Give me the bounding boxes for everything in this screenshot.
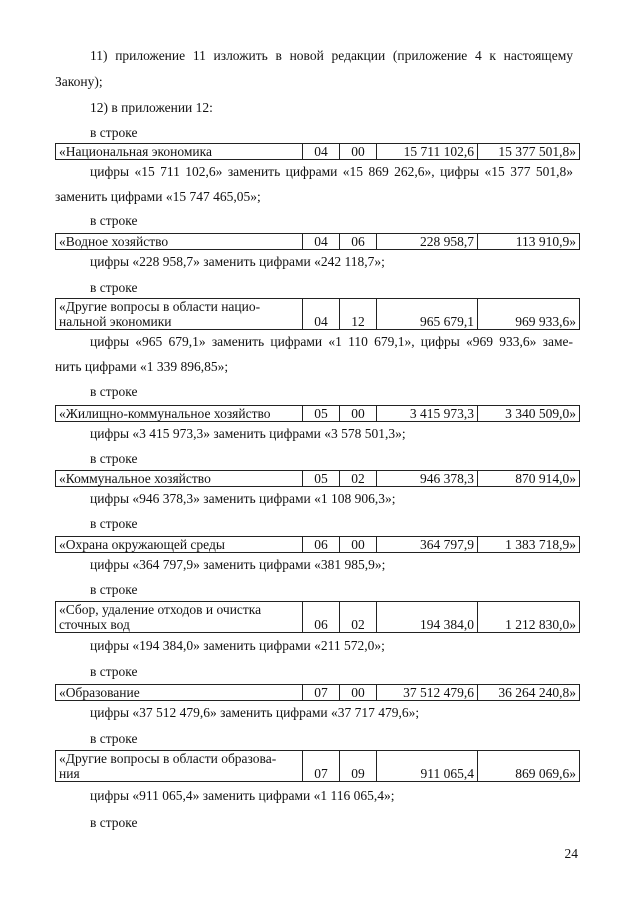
row-subsection: 09 — [340, 751, 377, 782]
replacement-text-cont: заменить цифрами «15 747 465,05»; — [55, 189, 261, 204]
row-section: 06 — [303, 537, 340, 553]
item-12: 12) в приложении 12: — [90, 100, 213, 115]
table-row — [55, 143, 580, 160]
replacement-text-cont: нить цифрами «1 339 896,85»; — [55, 359, 229, 374]
table-row — [55, 405, 580, 422]
row-name-line-1: «Другие вопросы в области нацио- — [59, 299, 261, 314]
replacement-text: цифры «15 711 102,6» заменить цифрами «15 869 262,6», цифры «15 377 501,8» — [90, 164, 573, 179]
row-subsection: 06 — [340, 234, 377, 250]
row-section: 07 — [303, 751, 340, 782]
row-value-2: 869 069,6» — [478, 751, 580, 782]
row-value-2: 870 914,0» — [478, 471, 580, 487]
replacement-text: цифры «946 378,3» заменить цифрами «1 108 906,3»; — [90, 491, 396, 506]
item-11-line-1: 11) приложение 11 изложить в новой редакции (приложение 4 к настоящему — [90, 48, 573, 63]
replacement-text: цифры «37 512 479,6» заменить цифрами «37 717 479,6»; — [90, 705, 420, 720]
row-name-line-1: «Другие вопросы в области образова- — [59, 751, 277, 766]
row-value-1: 194 384,0 — [377, 602, 478, 633]
row-value-1: 911 065,4 — [377, 751, 478, 782]
row-name-line-2: ния — [59, 766, 80, 781]
row-value-1: 228 958,7 — [377, 234, 478, 250]
row-section: 04 — [303, 234, 340, 250]
row-value-1: 364 797,9 — [377, 537, 478, 553]
row-value-1: 3 415 973,3 — [377, 406, 478, 422]
row-name — [56, 751, 303, 782]
table-row — [55, 601, 580, 633]
table-row — [55, 233, 580, 250]
row-value-2: 1 212 830,0» — [478, 602, 580, 633]
row-name: «Национальная экономика — [56, 144, 303, 160]
table-row — [55, 536, 580, 553]
v-stroke-label: в строке — [90, 213, 138, 228]
row-subsection: 02 — [340, 471, 377, 487]
page-number: 24 — [564, 846, 578, 861]
row-section: 06 — [303, 602, 340, 633]
row-value-2: 113 910,9» — [478, 234, 580, 250]
row-section: 07 — [303, 685, 340, 701]
v-stroke-label: в строке — [90, 384, 138, 399]
table-row — [55, 684, 580, 701]
row-value-2: 3 340 509,0» — [478, 406, 580, 422]
replacement-text: цифры «965 679,1» заменить цифрами «1 110 679,1», цифры «969 933,6» заме- — [90, 334, 573, 349]
replacement-text: цифры «3 415 973,3» заменить цифрами «3 578 501,3»; — [90, 426, 406, 441]
row-name-line-2: сточных вод — [59, 617, 130, 632]
row-section: 04 — [303, 144, 340, 160]
row-subsection: 00 — [340, 144, 377, 160]
row-name: «Водное хозяйство — [56, 234, 303, 250]
table-row — [55, 470, 580, 487]
row-section: 05 — [303, 406, 340, 422]
v-stroke-label: в строке — [90, 731, 138, 746]
row-section: 05 — [303, 471, 340, 487]
v-stroke-label: в строке — [90, 125, 138, 140]
row-subsection: 12 — [340, 299, 377, 330]
v-stroke-label: в строке — [90, 815, 138, 830]
row-value-1: 15 711 102,6 — [377, 144, 478, 160]
replacement-text: цифры «194 384,0» заменить цифрами «211 572,0»; — [90, 638, 385, 653]
row-section: 04 — [303, 299, 340, 330]
v-stroke-label: в строке — [90, 451, 138, 466]
row-name — [56, 602, 303, 633]
v-stroke-label: в строке — [90, 516, 138, 531]
row-subsection: 00 — [340, 537, 377, 553]
replacement-text: цифры «228 958,7» заменить цифрами «242 118,7»; — [90, 254, 385, 269]
v-stroke-label: в строке — [90, 664, 138, 679]
row-name-line-1: «Сбор, удаление отходов и очистка — [59, 602, 262, 617]
table-row — [55, 298, 580, 330]
row-name: «Образование — [56, 685, 303, 701]
row-subsection: 00 — [340, 685, 377, 701]
row-value-2: 15 377 501,8» — [478, 144, 580, 160]
replacement-text: цифры «911 065,4» заменить цифрами «1 116 065,4»; — [90, 788, 395, 803]
v-stroke-label: в строке — [90, 582, 138, 597]
v-stroke-label: в строке — [90, 280, 138, 295]
row-name: «Охрана окружающей среды — [56, 537, 303, 553]
row-subsection: 00 — [340, 406, 377, 422]
row-name-line-2: нальной экономики — [59, 314, 172, 329]
row-value-2: 1 383 718,9» — [478, 537, 580, 553]
replacement-text: цифры «364 797,9» заменить цифрами «381 985,9»; — [90, 557, 386, 572]
row-name: «Коммунальное хозяйство — [56, 471, 303, 487]
row-value-1: 965 679,1 — [377, 299, 478, 330]
row-value-2: 36 264 240,8» — [478, 685, 580, 701]
row-name — [56, 299, 303, 330]
row-name: «Жилищно-коммунальное хозяйство — [56, 406, 303, 422]
row-value-2: 969 933,6» — [478, 299, 580, 330]
row-value-1: 946 378,3 — [377, 471, 478, 487]
item-11-line-2: Закону); — [55, 74, 103, 89]
table-row — [55, 750, 580, 782]
row-subsection: 02 — [340, 602, 377, 633]
row-value-1: 37 512 479,6 — [377, 685, 478, 701]
